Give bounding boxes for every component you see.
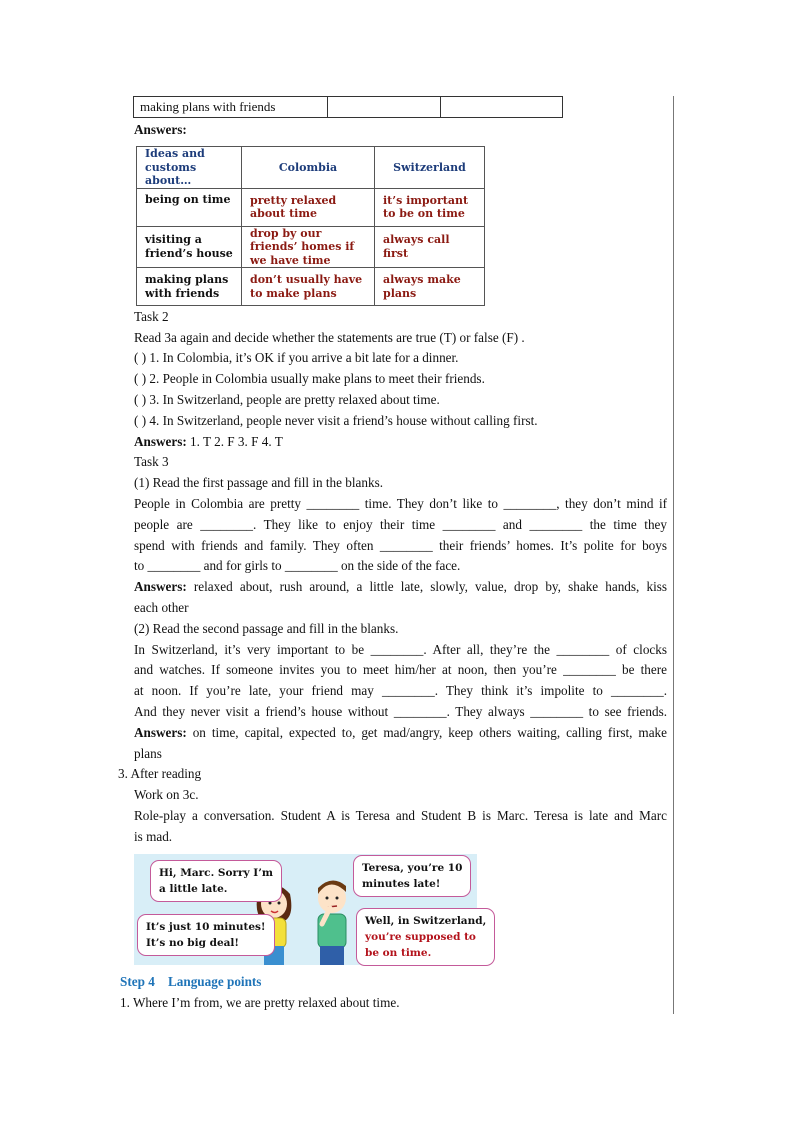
bubble-line: you’re supposed to bbox=[365, 931, 476, 943]
language-point-1: 1. Where I’m from, we are pretty relaxed about time. bbox=[120, 995, 400, 1010]
task3-part2-line: In Switzerland, it’s very important to be ________. After all, they’re the ________ of clocks bbox=[134, 642, 667, 657]
top-table-cell-colombia bbox=[328, 97, 441, 118]
answer-table-cell: pretty relaxed about time bbox=[242, 188, 375, 226]
speech-bubble-teresa-2 bbox=[137, 914, 275, 956]
task3-part1-answers-cont: each other bbox=[134, 600, 189, 615]
task3-part2-line: and watches. If someone invites you to meet him/her at noon, then you’re ________ be there bbox=[134, 662, 667, 677]
after-reading-work: Work on 3c. bbox=[134, 787, 199, 802]
answer-table-cell: drop by our friends’ homes if we have time bbox=[242, 226, 375, 268]
task2-instruction: Read 3a again and decide whether the statements are true (T) or false (F) . bbox=[134, 330, 525, 345]
top-table-row-label: making plans with friends bbox=[134, 97, 328, 118]
bubble-line: It’s no big deal! bbox=[146, 937, 240, 949]
task3-part1-line: people are ________. They like to enjoy their time ________ and ________ the time they bbox=[134, 517, 667, 532]
answer-table-cell: always make plans bbox=[375, 268, 485, 306]
task3-part1-line: spend with friends and family. They often ________ their friends’ homes. It’s polite for boys bbox=[134, 538, 667, 553]
bubble-line: a little late. bbox=[159, 883, 228, 895]
task3-part2-line: at noon. If you’re late, your friend may ________. They think it’s impolite to ________. bbox=[134, 683, 667, 698]
speech-bubble-marc-2 bbox=[356, 908, 495, 966]
answer-table-header: Ideas and customs about… bbox=[137, 147, 242, 189]
top-table bbox=[133, 96, 563, 118]
task3-part1-answers-text: relaxed about, rush around, a little late, slowly, value, drop by, shake hands, kiss bbox=[186, 579, 667, 594]
task3-part2-answers-cont: plans bbox=[134, 746, 162, 761]
task2-item: ( ) 4. In Switzerland, people never visit a friend’s house without calling first. bbox=[134, 413, 538, 428]
answer-table-cell: it’s important to be on time bbox=[375, 188, 485, 226]
bubble-line: It’s just 10 minutes! bbox=[146, 921, 266, 933]
speech-bubble-marc-1 bbox=[353, 855, 471, 897]
after-reading-line: Role-play a conversation. Student A is Teresa and Student B is Marc. Teresa is late and Marc bbox=[134, 808, 667, 823]
bubble-line: Teresa, you’re 10 bbox=[362, 862, 463, 874]
task3-part2-title: (2) Read the second passage and fill in the blanks. bbox=[134, 621, 399, 636]
answer-table-topic: visiting a friend’s house bbox=[137, 226, 242, 268]
task3-part2-line: And they never visit a friend’s house without ________. They always ________ to see friends. bbox=[134, 704, 667, 719]
task3-part1-line: People in Colombia are pretty ________ time. They don’t like to ________, they don’t mind if bbox=[134, 496, 667, 511]
task2-answers-label: Answers: bbox=[134, 434, 187, 449]
task3-part1-line: to ________ and for girls to ________ on the side of the face. bbox=[134, 558, 461, 573]
task3-part1-answers-label: Answers: bbox=[134, 579, 187, 594]
top-table-cell-switzerland bbox=[441, 97, 563, 118]
answer-table-cell: always call first bbox=[375, 226, 485, 268]
task3-part2-answers-label: Answers: bbox=[134, 725, 187, 740]
step4-heading: Step 4 Language points bbox=[120, 974, 262, 989]
bubble-line: Well, in Switzerland, bbox=[365, 915, 487, 927]
task2-answers bbox=[134, 432, 283, 453]
task3-part2-answers-text: on time, capital, expected to, get mad/angry, keep others waiting, calling first, make bbox=[186, 725, 667, 740]
page-margin-rule bbox=[673, 96, 674, 1014]
task3-title: Task 3 bbox=[134, 454, 169, 469]
task2-title: Task 2 bbox=[134, 309, 169, 324]
bubble-line: be on time. bbox=[365, 947, 432, 959]
bubble-line: minutes late! bbox=[362, 878, 441, 890]
speech-bubble-teresa-1 bbox=[150, 860, 282, 902]
task2-item: ( ) 1. In Colombia, it’s OK if you arrive a bit late for a dinner. bbox=[134, 350, 459, 365]
task3-part2-answers bbox=[134, 723, 667, 744]
answer-table-topic: being on time bbox=[137, 188, 242, 226]
answer-table-topic: making plans with friends bbox=[137, 268, 242, 306]
answer-table-cell: don’t usually have to make plans bbox=[242, 268, 375, 306]
answers-label: Answers: bbox=[134, 122, 187, 137]
answer-table-header: Switzerland bbox=[375, 147, 485, 189]
roleplay-illustration bbox=[134, 854, 487, 965]
after-reading-heading: 3. After reading bbox=[118, 766, 202, 781]
task3-part1-title: (1) Read the first passage and fill in the blanks. bbox=[134, 475, 384, 490]
task3-part1-answers bbox=[134, 577, 667, 598]
after-reading-line: is mad. bbox=[134, 829, 173, 844]
task2-item: ( ) 3. In Switzerland, people are pretty relaxed about time. bbox=[134, 392, 440, 407]
answer-table bbox=[136, 146, 485, 306]
task2-answers-text: 1. T 2. F 3. F 4. T bbox=[186, 434, 283, 449]
answer-table-header: Colombia bbox=[242, 147, 375, 189]
task2-item: ( ) 2. People in Colombia usually make plans to meet their friends. bbox=[134, 371, 485, 386]
bubble-line: Hi, Marc. Sorry I’m bbox=[159, 867, 273, 879]
